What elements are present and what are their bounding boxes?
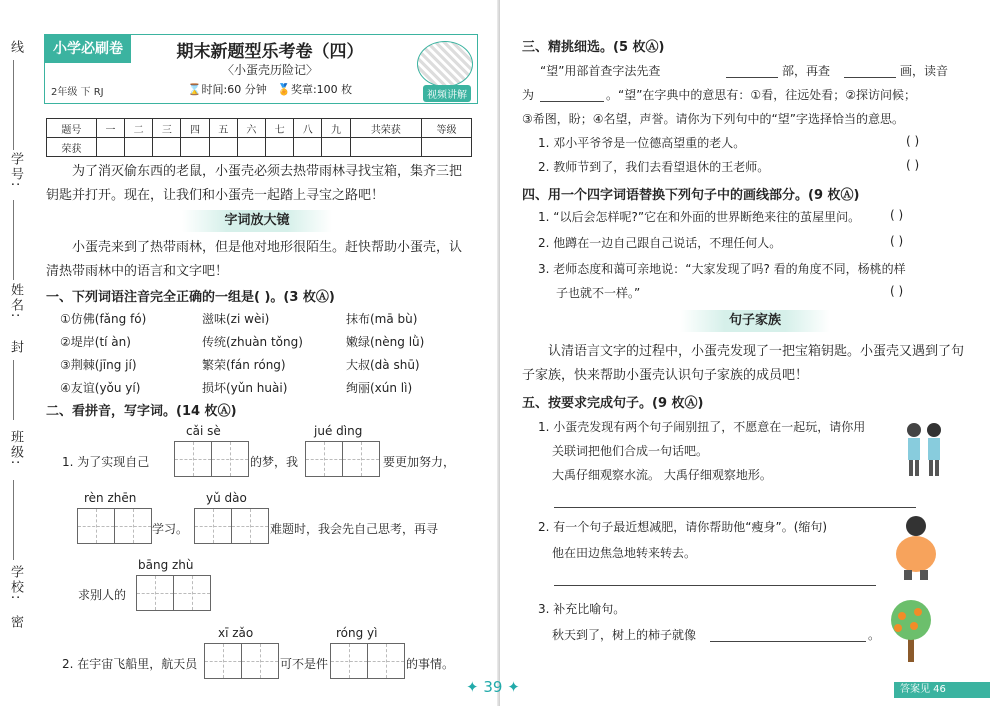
pinyin-xizao: xī zǎo: [218, 626, 254, 640]
q2-s2c: 的事情。: [406, 657, 455, 671]
school-label: 学校:: [8, 565, 23, 602]
fill-blank[interactable]: [726, 76, 778, 78]
answer-bracket[interactable]: ( ): [890, 208, 904, 222]
q3-text3: 画，读音: [900, 64, 949, 78]
answer-bracket[interactable]: ( ): [890, 284, 904, 298]
q2-s1f: 求别人的: [78, 588, 127, 602]
q5-i1a: 1. 小蛋壳发现有两个句子闹别扭了，不愿意在一起玩，请你用: [538, 420, 866, 434]
option-3b: 繁荣(fán róng): [202, 358, 286, 372]
number-label: 学号:: [8, 152, 23, 189]
option-2c: 嫩绿(nèng lǜ): [346, 335, 425, 349]
option-1c: 抹布(mā bù): [346, 312, 418, 326]
write-box-xizao[interactable]: [204, 643, 279, 679]
intro-text: 为了消灭偷东西的老鼠，小蛋壳必须去热带雨林寻找宝箱，集齐三把钥匙并打开。现在，让我们和小蛋壳一起踏上寻宝之路吧！: [46, 164, 463, 203]
q4-item1: 1. “以后会怎样呢?”它在和外面的世界断绝来往的茧屋里问。: [538, 210, 861, 224]
q5-i3a: 3. 补充比喻句。: [538, 602, 626, 616]
binding-strip: [0, 0, 30, 706]
option-4b: 损坏(yǔn huài): [202, 381, 288, 395]
time-label: 时间:60 分钟: [201, 83, 267, 96]
q2-s1b: 的梦，我: [250, 455, 299, 469]
coin-icon: Ⓐ): [217, 404, 237, 419]
video-label[interactable]: 视频讲解: [423, 85, 471, 102]
q3-text4: 为: [522, 88, 535, 102]
pinyin-caise: cǎi sè: [186, 424, 221, 438]
option-1b: 滋味(zi wèi): [202, 312, 270, 326]
persimmon-tree-icon: [884, 598, 938, 664]
answer-line[interactable]: [554, 584, 876, 586]
answer-line[interactable]: [710, 640, 866, 642]
score-table: [46, 118, 472, 157]
q5-title: 五、按要求完成句子。(9 枚Ⓐ): [522, 396, 704, 411]
option-4a[interactable]: ④友谊(yǒu yí): [60, 381, 141, 395]
qr-code-icon[interactable]: [417, 41, 473, 87]
q2-s1d: 学习。: [152, 522, 189, 536]
q2-s2b: 可不是件: [280, 657, 329, 671]
answer-line[interactable]: [554, 506, 916, 508]
q3-text5: 。“望”在字典中的意思有：①看，往远处看；②探访问候；: [606, 88, 916, 102]
two-children-icon: [900, 420, 948, 478]
coin-icon: Ⓐ): [645, 40, 665, 55]
pinyin-renzhen: rèn zhēn: [84, 491, 137, 505]
intro3-text: 认清语言文字的过程中，小蛋壳发现了一把宝箱钥匙。小蛋壳又遇到了句子家族，快来帮助小蛋壳认识句子家族的成员吧！: [522, 344, 965, 383]
q3-text1: “望”用部首查字法先查: [540, 64, 661, 78]
q2-s1c: 要更加努力，: [383, 455, 456, 469]
table-row: 荣获: [47, 138, 472, 157]
seal-mi: 密: [8, 615, 23, 630]
q4-item3b: 子也就不一样。”: [556, 286, 641, 300]
q5-i3b: 秋天到了，树上的柿子就像: [552, 628, 697, 642]
exam-header: [44, 34, 478, 104]
award-label: 奖章:100 枚: [290, 83, 353, 96]
q2-s2a: 2. 在宇宙飞船里，航天员: [62, 657, 198, 671]
q2-title: 二、看拼音，写字词。(14 枚Ⓐ): [46, 404, 237, 419]
class-label: 班级:: [8, 430, 23, 467]
coin-icon: Ⓐ): [840, 188, 860, 203]
pinyin-rongyi: róng yì: [336, 626, 378, 640]
section-banner-words: 字词放大镜: [182, 210, 332, 232]
q3-title: 三、精挑细选。(5 枚Ⓐ): [522, 40, 665, 55]
answer-bracket[interactable]: ( ): [906, 134, 920, 148]
answer-reference: 答案见 46: [894, 682, 990, 698]
option-1a[interactable]: ①仿佛(fǎng fó): [60, 312, 147, 326]
page-number: ✦ 39 ✦: [466, 678, 520, 696]
seal-xian: 线: [8, 40, 23, 55]
write-box-rongyi[interactable]: [330, 643, 405, 679]
section-banner-sentences: 句子家族: [680, 310, 830, 332]
q3-item2: 2. 教师节到了，我们去看望退休的王老师。: [538, 160, 770, 174]
q4-item3: 3. 老师态度和蔼可亲地说：“大家发现了吗? 看的角度不同，杨桃的样: [538, 262, 906, 276]
coin-icon: Ⓐ): [315, 290, 335, 305]
write-box-caise[interactable]: [174, 441, 249, 477]
intro2-text: 小蛋壳来到了热带雨林，但是他对地形很陌生。赶快帮助小蛋壳，认清热带雨林中的语言和文字吧！: [46, 240, 463, 279]
write-box-bangzhu[interactable]: [136, 575, 211, 611]
pinyin-bangzhu: bāng zhù: [138, 558, 194, 572]
pinyin-yudao: yǔ dào: [206, 491, 247, 505]
q4-item2: 2. 他蹲在一边自己跟自己说话，不理任何人。: [538, 236, 782, 250]
fill-blank[interactable]: [844, 76, 896, 78]
subtitle: 〈小蛋壳历险记〉: [221, 63, 318, 77]
chubby-child-icon: [888, 514, 944, 582]
seal-feng: 封: [8, 340, 23, 355]
q2-s1e: 难题时，我会先自己思考，再寻: [270, 522, 439, 536]
write-box-yudao[interactable]: [194, 508, 269, 544]
q4-title: 四、用一个四字词语替换下列句子中的画线部分。(9 枚Ⓐ): [522, 188, 860, 203]
table-row: 题号 一 二 三 四 五 六 七 八 九 共荣获 等级: [47, 119, 472, 138]
q5-i1b: 关联词把他们合成一句话吧。: [552, 444, 709, 458]
option-4c: 绚丽(xún lì): [346, 381, 413, 395]
write-box-jueding[interactable]: [305, 441, 380, 477]
right-page: [500, 0, 1000, 706]
q5-i1c: 大禹仔细观察水流。 大禹仔细观察地形。: [552, 468, 772, 482]
q5-i2b: 他在田边焦急地转来转去。: [552, 546, 697, 560]
q5-i3c: 。: [868, 628, 881, 642]
q3-item1: 1. 邓小平爷爷是一位德高望重的老人。: [538, 136, 746, 150]
q5-i2a: 2. 有一个句子最近想减肥，请你帮助他“瘦身”。(缩句): [538, 520, 828, 534]
coin-icon: Ⓐ): [684, 396, 704, 411]
option-3c: 大叔(dà shū): [346, 358, 420, 372]
clock-icon: ⌛: [187, 83, 202, 96]
exam-meta: [145, 81, 395, 97]
answer-bracket[interactable]: ( ): [890, 234, 904, 248]
q3-text2: 部，再查: [782, 64, 831, 78]
answer-bracket[interactable]: ( ): [906, 158, 920, 172]
option-3a[interactable]: ③荆棘(jīng jí): [60, 358, 137, 372]
page-title: 期末新题型乐考卷（四）: [176, 42, 364, 62]
grade-label: 2年级 下 RJ: [51, 87, 104, 98]
option-2a[interactable]: ②堤岸(tí àn): [60, 335, 131, 349]
option-2b: 传统(zhuàn tǒng): [202, 335, 303, 349]
q2-s1a: 1. 为了实现自己: [62, 455, 150, 469]
q1-title: 一、下列词语注音完全正确的一组是( )。(3 枚Ⓐ): [46, 290, 335, 305]
name-label: 姓名:: [8, 283, 23, 320]
fill-blank[interactable]: [540, 100, 604, 102]
medal-icon: 🏅: [277, 83, 291, 96]
brand-label: 小学必刷卷: [45, 35, 131, 63]
pinyin-jueding: jué dìng: [314, 424, 363, 438]
q3-text6: ③希图，盼；④名望，声誉。请你为下列句中的“望”字选择恰当的意思。: [522, 112, 904, 126]
write-box-renzhen[interactable]: [77, 508, 152, 544]
